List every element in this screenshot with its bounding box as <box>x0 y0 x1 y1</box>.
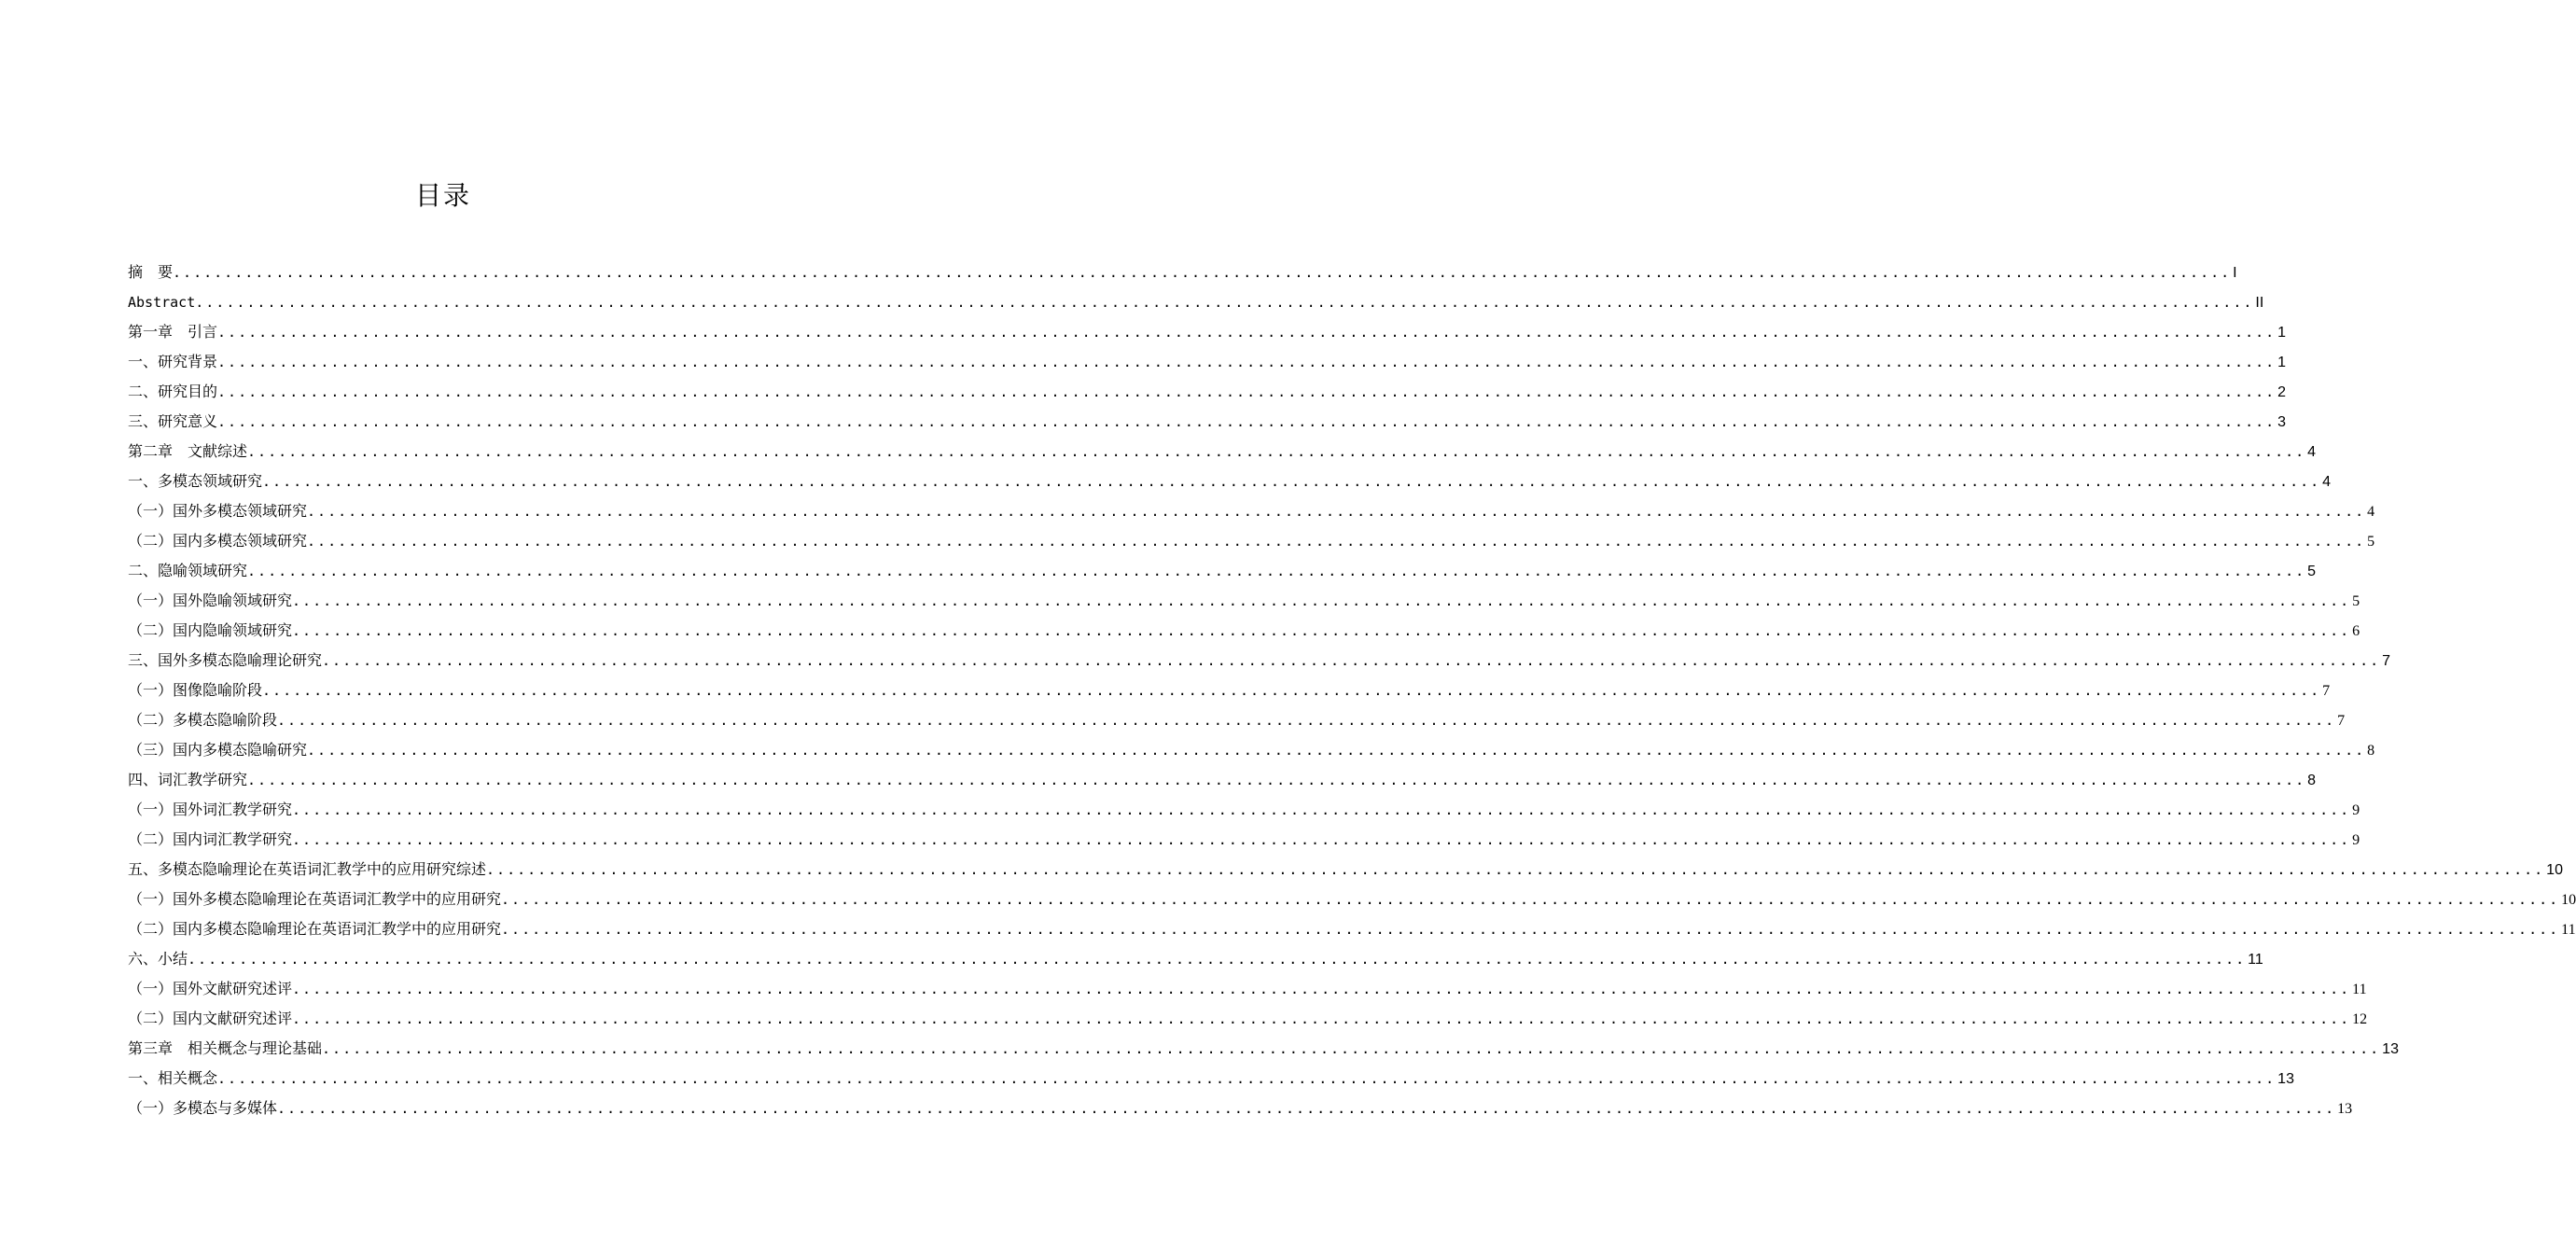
toc-entry-page-number: 3 <box>2277 414 2287 430</box>
toc-dot-leader: ........................................................................................................................................................................................................ <box>173 264 2232 281</box>
toc-entry[interactable] <box>128 974 2367 1004</box>
toc-entry[interactable] <box>128 437 2317 467</box>
toc-entry-label: （二）国内隐喻领域研究 <box>128 621 293 639</box>
toc-entry-page-number: 4 <box>2367 504 2375 520</box>
toc-dot-leader: ........................................................................................................................................................................................................ <box>188 951 2247 968</box>
toc-dot-leader: ........................................................................................................................................................................................................ <box>195 294 2254 311</box>
toc-entry-label: 摘 要 <box>128 263 174 281</box>
toc-entry-page-number: 10 <box>2561 892 2576 908</box>
toc-entry-page-number: 9 <box>2352 832 2360 848</box>
toc-entry-label: （一）国外词汇教学研究 <box>128 801 293 818</box>
toc-entry[interactable] <box>128 586 2360 616</box>
toc-entry-page-number: I <box>2233 265 2237 281</box>
toc-dot-leader: ........................................................................................................................................................................................................ <box>247 443 2306 460</box>
toc-dot-leader: ........................................................................................................................................................................................................ <box>247 772 2306 788</box>
toc-dot-leader: ........................................................................................................................................................................................................ <box>292 592 2351 609</box>
toc-entry-label: （二）国内词汇教学研究 <box>128 830 293 848</box>
toc-entry-page-number: 6 <box>2352 623 2360 639</box>
toc-dot-leader: ........................................................................................................................................................................................................ <box>217 1070 2277 1087</box>
toc-entry-page-number: 12 <box>2352 1011 2368 1027</box>
toc-entry-label: 六、小结 <box>128 950 188 968</box>
toc-entry-label: （二）国内多模态隐喻理论在英语词汇教学中的应用研究 <box>128 920 502 938</box>
toc-entry[interactable] <box>128 556 2317 586</box>
toc-entry-label: 三、研究意义 <box>128 412 218 430</box>
toc-entry-page-number: 11 <box>2248 952 2263 968</box>
toc-entry[interactable] <box>128 705 2346 735</box>
toc-entry-page-number: 13 <box>2337 1101 2353 1117</box>
toc-entry[interactable] <box>128 1004 2368 1034</box>
toc-entry-page-number: 13 <box>2277 1071 2294 1087</box>
toc-dot-leader: ........................................................................................................................................................................................................ <box>277 712 2336 729</box>
toc-dot-leader: ........................................................................................................................................................................................................ <box>486 861 2545 878</box>
toc-dot-leader: ........................................................................................................................................................................................................ <box>292 831 2351 848</box>
toc-entry-page-number: 5 <box>2352 593 2360 609</box>
toc-dot-leader: ........................................................................................................................................................................................................ <box>307 742 2366 759</box>
toc-entry-page-number: 5 <box>2367 534 2375 550</box>
toc-entry[interactable] <box>128 1064 2294 1094</box>
toc-entry-label: 第二章 文献综述 <box>128 442 248 460</box>
toc-entry[interactable] <box>128 407 2287 437</box>
toc-entry[interactable] <box>128 676 2331 705</box>
toc-entry-label: 一、研究背景 <box>128 353 218 370</box>
toc-entry-page-number: 8 <box>2307 773 2317 788</box>
toc-dot-leader: ........................................................................................................................................................................................................ <box>292 1010 2351 1027</box>
toc-dot-leader: ........................................................................................................................................................................................................ <box>277 1100 2336 1117</box>
toc-dot-leader: ........................................................................................................................................................................................................ <box>322 1040 2381 1057</box>
toc-entry-page-number: 1 <box>2277 325 2287 341</box>
toc-dot-leader: ........................................................................................................................................................................................................ <box>217 413 2277 430</box>
toc-entry-label: （三）国内多模态隐喻研究 <box>128 741 308 759</box>
toc-entry-label: 第一章 引言 <box>128 323 218 341</box>
toc-list <box>128 258 2576 1123</box>
toc-entry-page-number: 7 <box>2322 683 2331 699</box>
toc-entry-label: 四、词汇教学研究 <box>128 771 248 788</box>
toc-entry-label: Abstract <box>128 294 196 311</box>
toc-entry-label: （一）国外多模态隐喻理论在英语词汇教学中的应用研究 <box>128 890 502 908</box>
toc-dot-leader: ........................................................................................................................................................................................................ <box>217 354 2277 370</box>
toc-entry-label: 一、相关概念 <box>128 1069 218 1087</box>
toc-dot-leader: ........................................................................................................................................................................................................ <box>292 801 2351 818</box>
toc-entry[interactable] <box>128 914 2576 944</box>
toc-entry[interactable] <box>128 735 2375 765</box>
toc-entry-page-number: 10 <box>2546 862 2563 878</box>
toc-entry[interactable] <box>128 317 2287 347</box>
toc-entry[interactable] <box>128 287 2264 317</box>
toc-dot-leader: ........................................................................................................................................................................................................ <box>262 473 2321 490</box>
toc-entry-label: （一）图像隐喻阶段 <box>128 681 263 699</box>
toc-entry[interactable] <box>128 496 2375 526</box>
toc-dot-leader: ........................................................................................................................................................................................................ <box>217 383 2277 400</box>
toc-entry-page-number: 8 <box>2367 743 2375 759</box>
toc-entry[interactable] <box>128 526 2375 556</box>
toc-entry-page-number: 7 <box>2382 653 2391 669</box>
toc-dot-leader: ........................................................................................................................................................................................................ <box>247 563 2306 579</box>
toc-entry-label: （一）国外隐喻领域研究 <box>128 592 293 609</box>
toc-entry[interactable] <box>128 646 2391 676</box>
toc-entry-page-number: 2 <box>2277 384 2287 400</box>
toc-entry-label: 第三章 相关概念与理论基础 <box>128 1039 323 1057</box>
toc-entry[interactable] <box>128 347 2287 377</box>
toc-entry-page-number: 9 <box>2352 802 2360 818</box>
toc-entry-label: 三、国外多模态隐喻理论研究 <box>128 651 323 669</box>
toc-entry[interactable] <box>128 377 2287 407</box>
toc-entry-page-number: 11 <box>2352 982 2367 997</box>
toc-dot-leader: ........................................................................................................................................................................................................ <box>501 921 2560 938</box>
toc-entry[interactable] <box>128 258 2237 287</box>
toc-entry-label: （二）多模态隐喻阶段 <box>128 711 278 729</box>
toc-entry[interactable] <box>128 616 2360 646</box>
toc-entry[interactable] <box>128 944 2263 974</box>
toc-dot-leader: ........................................................................................................................................................................................................ <box>322 652 2381 669</box>
toc-entry[interactable] <box>128 765 2317 795</box>
toc-entry-page-number: 7 <box>2337 713 2346 729</box>
toc-entry[interactable] <box>128 825 2360 855</box>
toc-entry-label: （一）国外文献研究述评 <box>128 980 293 997</box>
toc-dot-leader: ........................................................................................................................................................................................................ <box>307 533 2366 550</box>
toc-entry-label: 一、多模态领域研究 <box>128 472 263 490</box>
toc-entry[interactable] <box>128 795 2360 825</box>
toc-entry-page-number: 5 <box>2307 564 2317 579</box>
toc-dot-leader: ........................................................................................................................................................................................................ <box>292 622 2351 639</box>
toc-entry-label: 二、隐喻领域研究 <box>128 562 248 579</box>
toc-entry[interactable] <box>128 1094 2353 1123</box>
toc-entry[interactable] <box>128 855 2563 885</box>
toc-entry-label: 五、多模态隐喻理论在英语词汇教学中的应用研究综述 <box>128 860 487 878</box>
toc-entry-page-number: 11 <box>2561 922 2576 938</box>
toc-entry-page-number: 1 <box>2277 355 2287 370</box>
toc-entry[interactable] <box>128 885 2576 914</box>
toc-dot-leader: ........................................................................................................................................................................................................ <box>307 503 2366 520</box>
toc-dot-leader: ........................................................................................................................................................................................................ <box>501 891 2560 908</box>
toc-dot-leader: ........................................................................................................................................................................................................ <box>217 324 2277 341</box>
toc-entry-label: （二）国内文献研究述评 <box>128 1010 293 1027</box>
toc-dot-leader: ........................................................................................................................................................................................................ <box>262 682 2321 699</box>
toc-dot-leader: ........................................................................................................................................................................................................ <box>292 981 2351 997</box>
toc-entry-label: （一）国外多模态领域研究 <box>128 502 308 520</box>
toc-entry-page-number: 4 <box>2322 474 2332 490</box>
toc-title: 目录 <box>414 180 471 211</box>
toc-entry-label: （一）多模态与多媒体 <box>128 1099 278 1117</box>
toc-entry-page-number: 4 <box>2307 444 2317 460</box>
toc-entry-label: 二、研究目的 <box>128 383 218 400</box>
toc-entry-page-number: II <box>2255 295 2264 311</box>
toc-entry-page-number: 13 <box>2382 1041 2399 1057</box>
toc-entry-label: （二）国内多模态领域研究 <box>128 532 308 550</box>
toc-entry[interactable] <box>128 1034 2399 1064</box>
toc-entry[interactable] <box>128 467 2332 496</box>
